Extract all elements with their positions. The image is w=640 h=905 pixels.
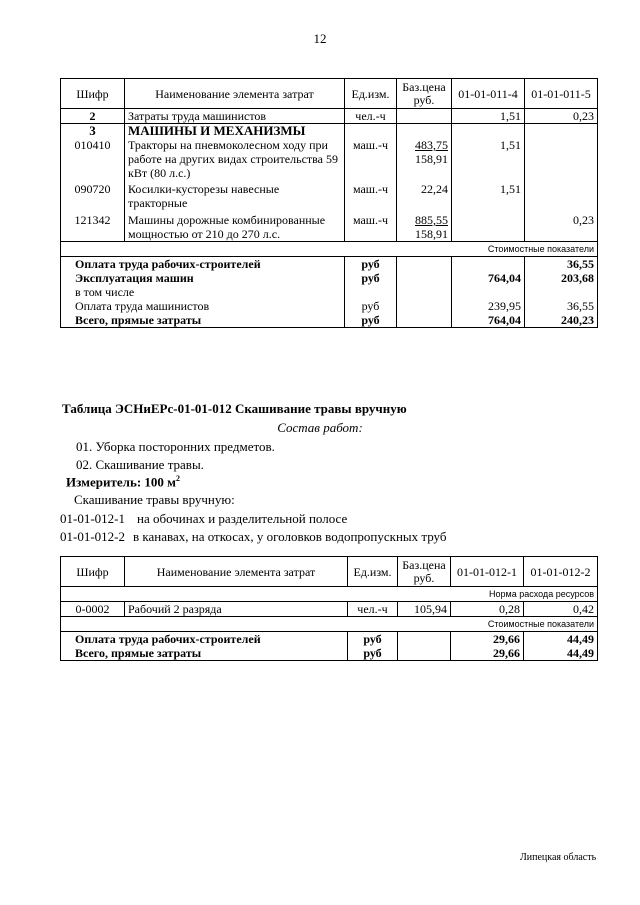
table-row: 2 Затраты труда машинистов чел.-ч 1,51 0,23 [61, 109, 598, 124]
table-row: 121342 Машины дорожные комбинированные мощностью от 210 до 270 л.с. маш.-ч 885,55 158,91 0,23 [61, 210, 598, 242]
norm-caption-row: Норма расхода ресурсов [61, 587, 598, 602]
page-number: 12 [313, 31, 327, 46]
summary-row: Эксплуатация машин руб 764,04 203,68 [61, 271, 598, 285]
header-col-012-2: 01-01-012-2 [524, 557, 598, 587]
summary-row: Оплата труда машинистов руб 239,95 36,55 [61, 299, 598, 313]
variant-1: 01-01-012-1 на обочинах и разделительной полосе [60, 511, 348, 526]
price-labor-value: 158,91 [415, 227, 448, 241]
footer-region: Липецкая область [520, 852, 597, 863]
section-row: 3 МАШИНЫ И МЕХАНИЗМЫ [61, 124, 598, 139]
summary-row: Оплата труда рабочих-строителей руб 29,66 44,49 [61, 632, 598, 647]
work-step: 01. Уборка посторонних предметов. [76, 439, 275, 454]
meter-label: Измеритель: 100 $м^2$ [66, 474, 181, 490]
header-col-012-1: 01-01-012-1 [451, 557, 524, 587]
summary-row: Всего, прямые затраты руб 764,04 240,23 [61, 313, 598, 328]
cost-caption-row: Стоимостные показатели [61, 617, 598, 632]
header-code: Шифр [61, 557, 125, 587]
header-unit: Ед.изм. [348, 557, 398, 587]
header-unit: Ед.изм. [345, 79, 397, 109]
header-col-011-5: 01-01-011-5 [525, 79, 598, 109]
table-01-01-012 [60, 556, 598, 661]
table-row: 090720 Косилки-кусторезы навесные тракторные маш.-ч 22,24 1,51 [61, 180, 598, 210]
price-labor-value: 158,91 [415, 152, 448, 166]
header-col-011-4: 01-01-011-4 [452, 79, 525, 109]
summary-row: Оплата труда рабочих-строителей руб 36,55 [61, 257, 598, 272]
price-value: 483,75 [415, 138, 448, 152]
work-name: Скашивание травы вручную: [74, 492, 235, 507]
table-title: Таблица ЭСНиЕРс-01-01-012 Скашивание травы вручную [62, 401, 407, 416]
table-01-01-011 [60, 78, 598, 328]
price-value: 885,55 [415, 213, 448, 227]
variant-2: 01-01-012-2 в канавах, на откосах, у оголовков водопропускных труб [60, 529, 447, 544]
header-price: Баз.цена руб. [397, 79, 452, 109]
header-name: Наименование элемента затрат [125, 557, 348, 587]
summary-row: Всего, прямые затраты руб 29,66 44,49 [61, 646, 598, 661]
header-name: Наименование элемента затрат [125, 79, 345, 109]
cost-caption-row: Стоимостные показатели [61, 242, 598, 257]
work-step: 02. Скашивание травы. [76, 457, 204, 472]
table-row: 0-0002 Рабочий 2 разряда чел.-ч 105,94 0,28 0,42 [61, 602, 598, 617]
table-row: 010410 Тракторы на пневмоколесном ходу при работе на других видах строительства 59 кВт (80 л.с.) маш.-ч 483,75 158,91 1,51 [61, 138, 598, 180]
header-price: Баз.цена руб. [398, 557, 451, 587]
table-header-row [61, 79, 598, 109]
composition-title: Состав работ: [277, 420, 363, 435]
summary-row: в том числе [61, 285, 598, 299]
table-header-row [61, 557, 598, 587]
header-code: Шифр [61, 79, 125, 109]
